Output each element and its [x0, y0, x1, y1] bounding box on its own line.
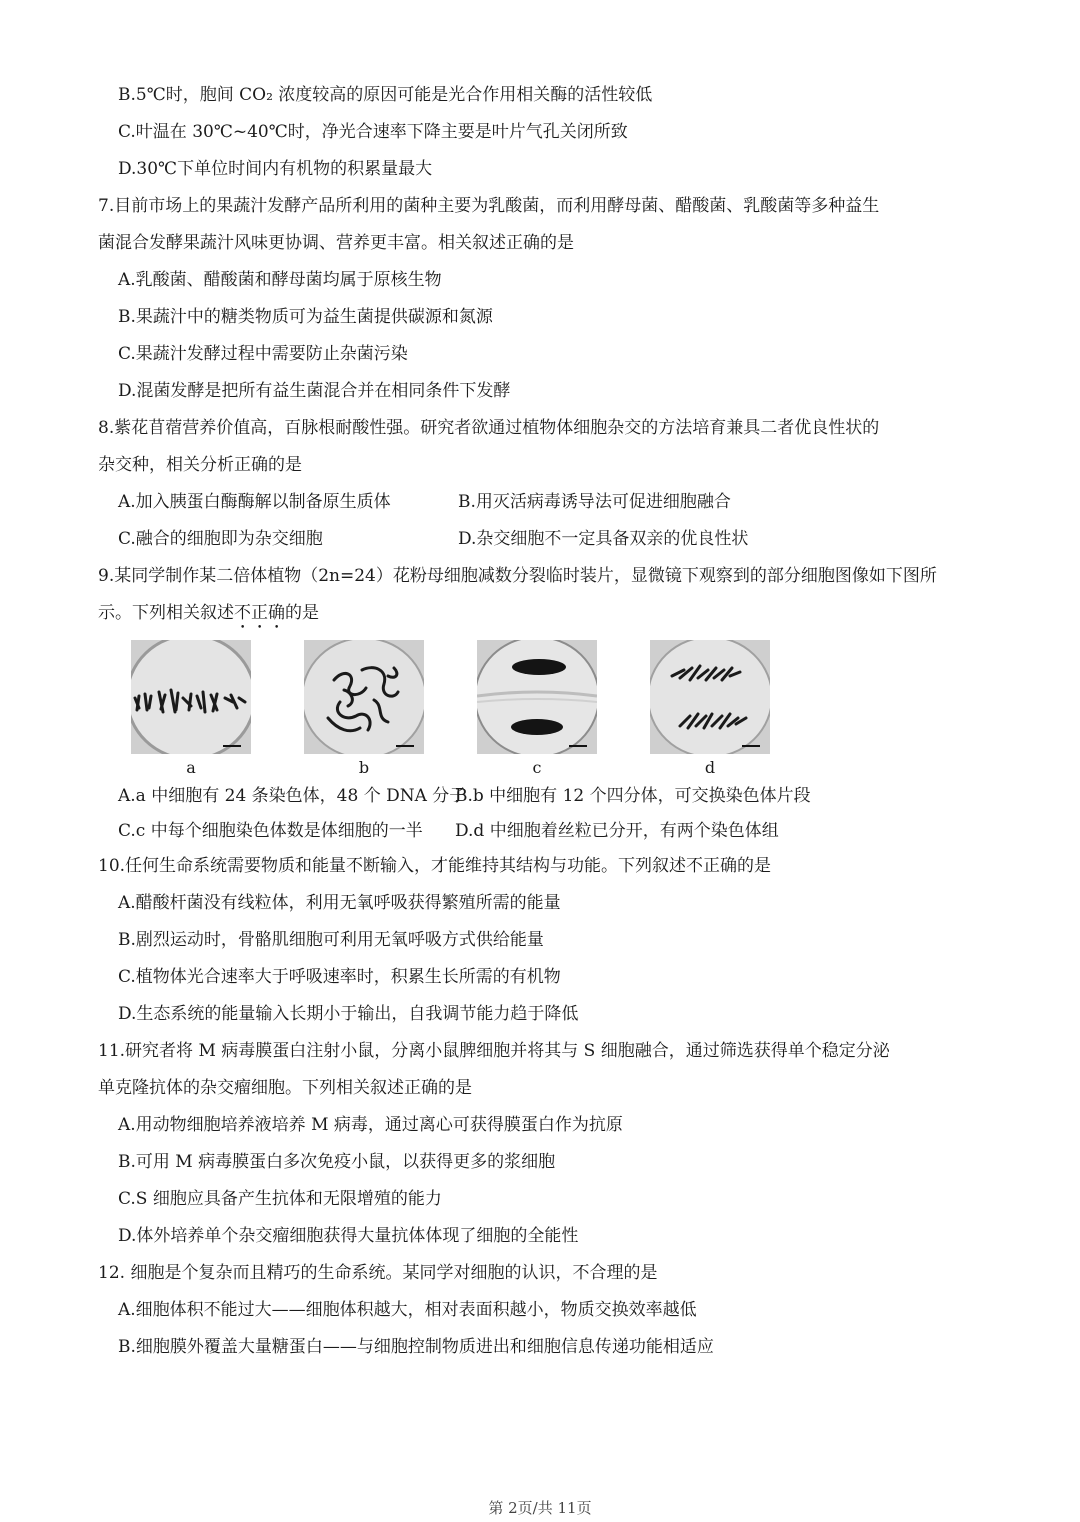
q7-option-d: D.混菌发酵是把所有益生菌混合并在相同条件下发酵	[118, 381, 511, 401]
q11-stem-line-2: 单克隆抗体的杂交瘤细胞。下列相关叙述正确的是	[98, 1078, 472, 1098]
q10-option-b: B.剧烈运动时，骨骼肌细胞可利用无氧呼吸方式供给能量	[118, 930, 544, 950]
q11-option-b: B.可用 M 病毒膜蛋白多次免疫小鼠，以获得更多的浆细胞	[118, 1152, 556, 1172]
q9-option-c: C.c 中每个细胞染色体数是体细胞的一半	[118, 821, 423, 841]
figure-label-d: d	[704, 758, 716, 777]
q8-option-c: C.融合的细胞即为杂交细胞	[118, 529, 323, 549]
q10-option-a: A.醋酸杆菌没有线粒体，利用无氧呼吸获得繁殖所需的能量	[118, 893, 561, 913]
micrograph-figures	[0, 640, 1080, 780]
q12-option-a: A.细胞体积不能过大——细胞体积越大，相对表面积越小，物质交换效率越低	[118, 1300, 697, 1320]
q9-stem-line-1: 9.某同学制作某二倍体植物（2n=24）花粉母细胞减数分裂临时装片，显微镜下观察到的部分细胞图像如下图所	[98, 566, 937, 586]
q8-option-d: D.杂交细胞不一定具备双亲的优良性状	[458, 529, 749, 549]
q9-option-b: B.b 中细胞有 12 个四分体，可交换染色体片段	[455, 786, 811, 806]
q11-option-a: A.用动物细胞培养液培养 M 病毒，通过离心可获得膜蛋白作为抗原	[118, 1115, 623, 1135]
micrograph-a	[131, 640, 251, 754]
q9-stem-emphasis: 不正确	[234, 603, 285, 623]
q8-option-b: B.用灭活病毒诱导法可促进细胞融合	[458, 492, 731, 512]
q6-option-b: B.5℃时，胞间 CO₂ 浓度较高的原因可能是光合作用相关酶的活性较低	[118, 85, 653, 105]
q10-option-d: D.生态系统的能量输入长期小于输出，自我调节能力趋于降低	[118, 1004, 579, 1024]
q8-stem-line-2: 杂交种，相关分析正确的是	[98, 455, 302, 475]
micrograph-d	[650, 640, 770, 754]
figure-label-a: a	[186, 758, 196, 777]
q10-option-c: C.植物体光合速率大于呼吸速率时，积累生长所需的有机物	[118, 967, 561, 987]
q9-stem-line-2	[98, 600, 319, 633]
q12-option-b: B.细胞膜外覆盖大量糖蛋白——与细胞控制物质进出和细胞信息传递功能相适应	[118, 1337, 714, 1357]
q11-option-c: C.S 细胞应具备产生抗体和无限增殖的能力	[118, 1189, 442, 1209]
q9-option-a: A.a 中细胞有 24 条染色体，48 个 DNA 分子	[118, 786, 467, 806]
q9-option-d: D.d 中细胞着丝粒已分开，有两个染色体组	[455, 821, 779, 841]
q7-stem-line-2: 菌混合发酵果蔬汁风味更协调、营养更丰富。相关叙述正确的是	[98, 233, 574, 253]
q11-stem-line-1: 11.研究者将 M 病毒膜蛋白注射小鼠，分离小鼠脾细胞并将其与 S 细胞融合，通过筛选获得单个稳定分泌	[98, 1041, 890, 1061]
q6-option-c: C.叶温在 30℃~40℃时，净光合速率下降主要是叶片气孔关闭所致	[118, 122, 628, 142]
figure-label-c: c	[532, 758, 542, 777]
q7-option-c: C.果蔬汁发酵过程中需要防止杂菌污染	[118, 344, 408, 364]
q7-option-b: B.果蔬汁中的糖类物质可为益生菌提供碳源和氮源	[118, 307, 493, 327]
q12-stem: 12. 细胞是个复杂而且精巧的生命系统。某同学对细胞的认识，不合理的是	[98, 1263, 658, 1283]
q6-option-d: D.30℃下单位时间内有机物的积累量最大	[118, 159, 433, 179]
q7-stem-line-1: 7.目前市场上的果蔬汁发酵产品所利用的菌种主要为乳酸菌，而利用酵母菌、醋酸菌、乳酸菌等多种益生	[98, 196, 880, 216]
page-footer: 第 2页/共 11页	[488, 1499, 592, 1517]
figure-label-b: b	[358, 758, 370, 777]
q10-stem: 10.任何生命系统需要物质和能量不断输入，才能维持其结构与功能。下列叙述不正确的是	[98, 856, 772, 876]
micrograph-b	[304, 640, 424, 754]
q8-stem-line-1: 8.紫花苜蓿营养价值高，百脉根耐酸性强。研究者欲通过植物体细胞杂交的方法培育兼具二者优良性状的	[98, 418, 880, 438]
q11-option-d: D.体外培养单个杂交瘤细胞获得大量抗体体现了细胞的全能性	[118, 1226, 579, 1246]
q8-option-a: A.加入胰蛋白酶酶解以制备原生质体	[118, 492, 391, 512]
micrograph-c	[477, 640, 597, 754]
q9-stem-pre: 示。下列相关叙述	[98, 603, 234, 623]
q9-stem-post: 的是	[285, 603, 319, 623]
q7-option-a: A.乳酸菌、醋酸菌和酵母菌均属于原核生物	[118, 270, 442, 290]
